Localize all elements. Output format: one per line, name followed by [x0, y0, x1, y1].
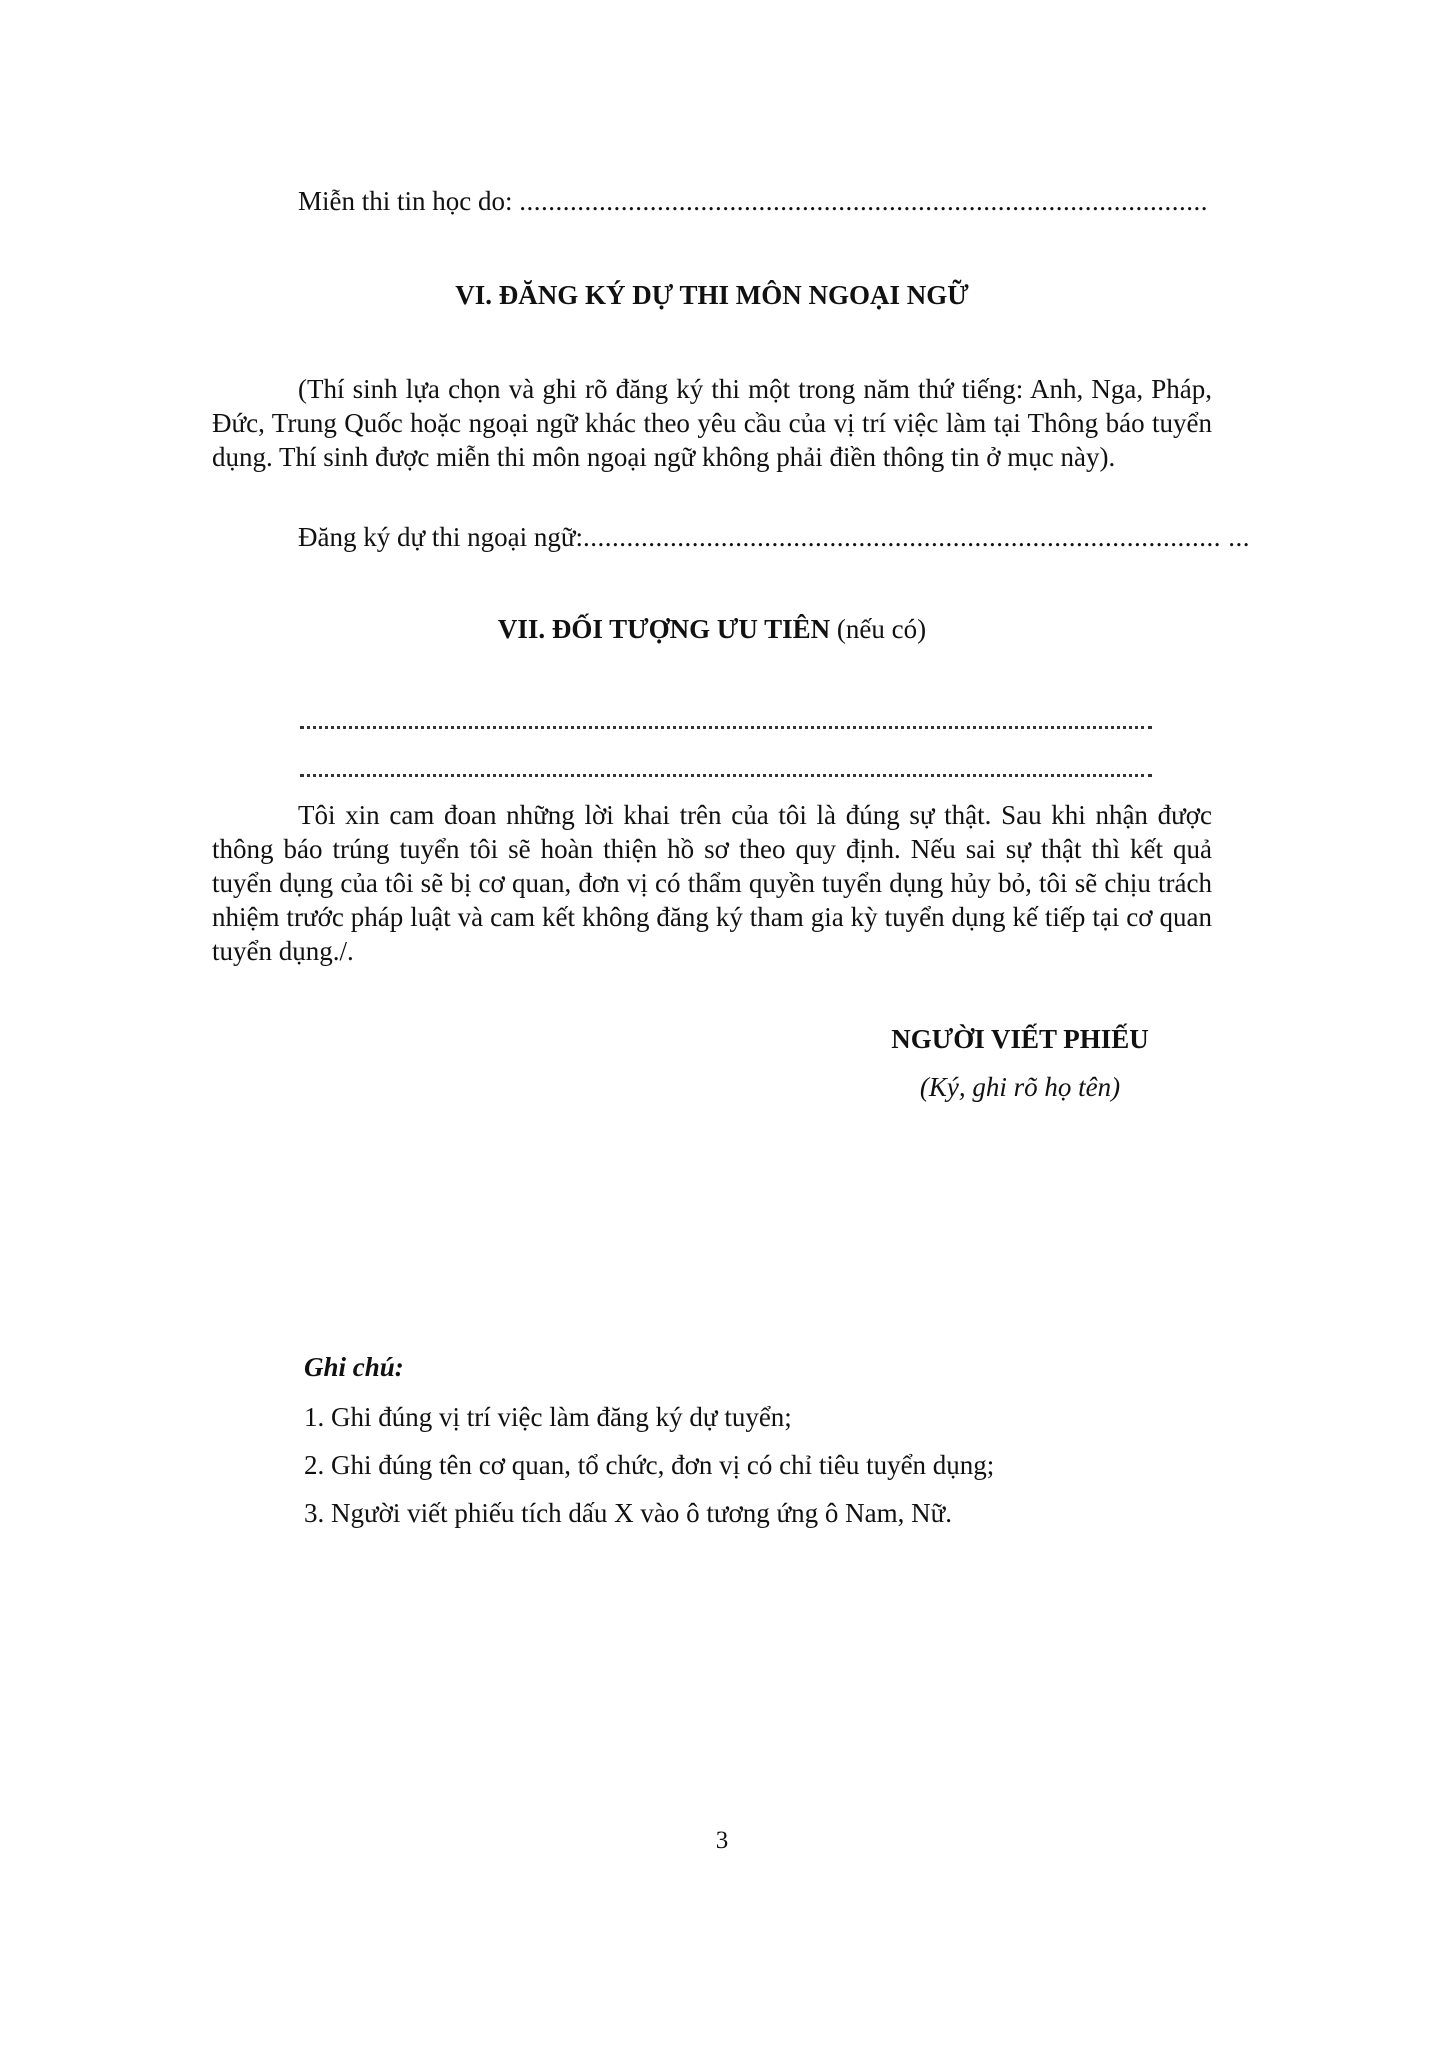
- notes-heading: Ghi chú:: [304, 1352, 404, 1382]
- it-exemption-label: Miễn thi tin học do:: [298, 186, 520, 216]
- section-vii-title: VII. ĐỐI TƯỢNG ƯU TIÊN: [497, 614, 831, 644]
- page-number: 3: [715, 1827, 729, 1854]
- section-vii-heading: [212, 612, 1212, 646]
- priority-blank-line-2: [300, 770, 1152, 777]
- section-vi-heading: VI. ĐĂNG KÝ DỰ THI MÔN NGOẠI NGỮ: [455, 280, 969, 310]
- declaration-paragraph: Tôi xin cam đoan những lời khai trên của tôi là đúng sự thật. Sau khi nhận được thông báo trúng tuyển tôi sẽ hoàn thiện hồ sơ theo quy định. Nếu sai sự thật thì kết quả tuyển dụng của tôi sẽ bị cơ quan, đơn vị có thẩm quyền tuyển dụng hủy bỏ, tôi sẽ chịu trách nhiệm trước pháp luật và cam kết không đăng ký tham gia kỳ tuyển dụng kế tiếp tại cơ quan tuyển dụng./.: [212, 800, 1212, 966]
- signature-hint: (Ký, ghi rõ họ tên): [919, 1072, 1121, 1102]
- signature-title: NGƯỜI VIẾT PHIẾU: [891, 1024, 1149, 1054]
- note-item: 2. Ghi đúng tên cơ quan, tổ chức, đơn vị có chỉ tiêu tuyển dụng;: [304, 1450, 995, 1480]
- it-exemption-fill: ...............................................................................................: [519, 186, 1208, 216]
- note-item: 3. Người viết phiếu tích dấu X vào ô tương ứng ô Nam, Nữ.: [304, 1498, 952, 1528]
- section-vi-instruction: (Thí sinh lựa chọn và ghi rõ đăng ký thi một trong năm thứ tiếng: Anh, Nga, Pháp, Đức, Trung Quốc hoặc ngoại ngữ khác theo yêu cầu của vị trí việc làm tại Thông báo tuyển dụng. Thí sinh được miễn thi môn ngoại ngữ không phải điền thông tin ở mục này).: [212, 374, 1212, 472]
- it-exemption-line: [298, 184, 1208, 218]
- foreign-language-fill: ........................................................................................ ...: [583, 522, 1250, 552]
- foreign-language-label: Đăng ký dự thi ngoại ngữ:: [298, 522, 583, 552]
- foreign-language-line: [298, 520, 1250, 554]
- section-vii-note: (nếu có): [830, 614, 927, 644]
- note-item: 1. Ghi đúng vị trí việc làm đăng ký dự tuyển;: [304, 1402, 792, 1432]
- priority-blank-line-1: [300, 722, 1152, 729]
